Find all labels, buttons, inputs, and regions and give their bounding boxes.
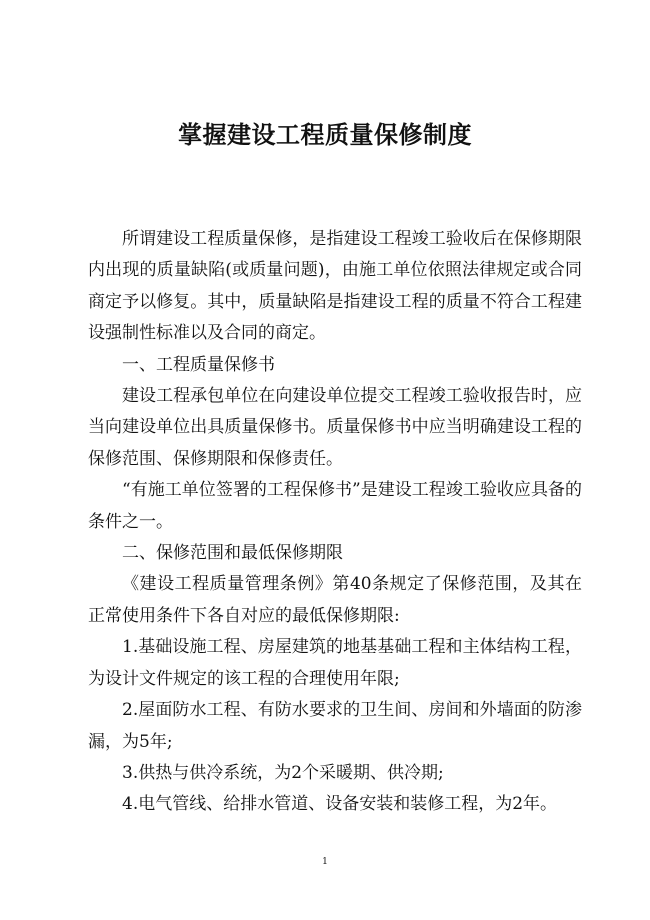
page-number: 1 xyxy=(322,857,328,867)
list-item-waterproofing: 2.屋面防水工程、有防水要求的卫生间、房间和外墙面的防渗漏，为5年; xyxy=(88,700,582,752)
paragraph-regulation-article-40: 《建设工程质量管理条例》第40条规定了保修范围，及其在正常使用条件下各自对应的最低保修期限: xyxy=(88,574,582,626)
document-title: 掌握建设工程质量保修制度 xyxy=(178,121,472,149)
list-item-foundation-structure: 1.基础设施工程、房屋建筑的地基基础工程和主体结构工程，为设计文件规定的该工程的合理使用年限; xyxy=(88,637,582,689)
list-item-electrical-plumbing: 4.电气管线、给排水管道、设备安装和装修工程，为2年。 xyxy=(122,794,558,815)
list-item-heating-cooling: 3.供热与供冷系统，为2个采暖期、供冷期; xyxy=(122,762,444,783)
heading-quality-warranty-certificate: 一、工程质量保修书 xyxy=(122,354,275,375)
paragraph-warranty-certificate: 建设工程承包单位在向建设单位提交工程竣工验收报告时，应当向建设单位出具质量保修书。质量保修书中应当明确建设工程的保修范围、保修期限和保修责任。 xyxy=(88,386,582,469)
paragraph-definition: 所谓建设工程质量保修，是指建设工程竣工验收后在保修期限内出现的质量缺陷(或质量问题)，由施工单位依照法律规定或合同商定予以修复。其中，质量缺陷是指建设工程的质量不符合工程建设强制性标准以及合同的商定。 xyxy=(88,229,582,344)
document-body xyxy=(88,224,582,821)
paragraph-acceptance-condition: “有施工单位签署的工程保修书”是建设工程竣工验收应具备的条件之一。 xyxy=(88,480,582,532)
heading-warranty-scope-period: 二、保修范围和最低保修期限 xyxy=(122,543,343,564)
